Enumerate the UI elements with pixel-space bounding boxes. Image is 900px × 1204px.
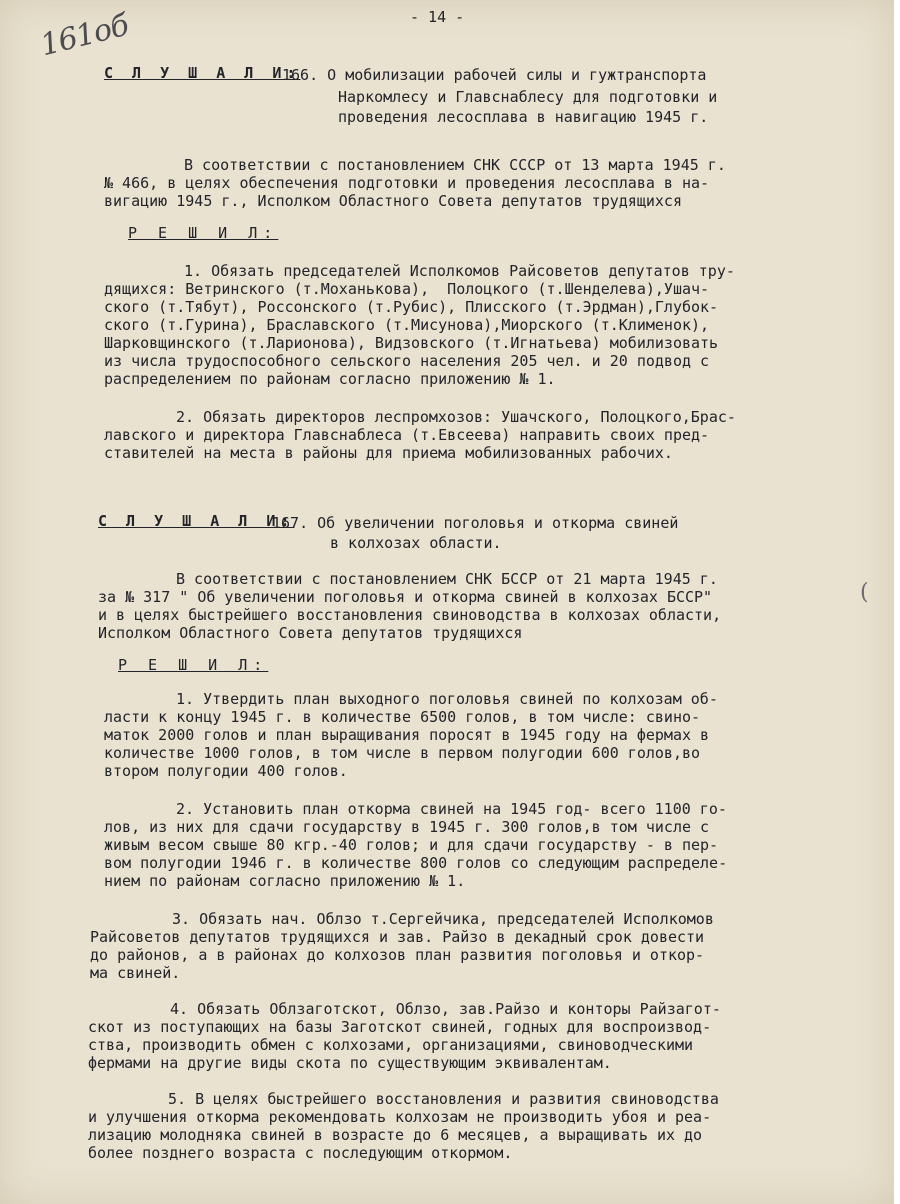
resolution-line: вом полугодии 1946 г. в количестве 800 голов со следующим распределе- — [104, 854, 728, 872]
resolution-line: и улучшения откорма рекомендовать колхозам не производить убоя и реа- — [88, 1108, 712, 1126]
resolution-line: 2. Установить план откорма свиней на 1945 год- всего 1100 го- — [176, 800, 727, 818]
resolution-line: Райсоветов депутатов трудящихся и зав. Райзо в декадный срок довести — [90, 928, 705, 946]
resolution-line: скот из поступающих на базы Заготскот свиней, годных для воспроизвод- — [88, 1018, 712, 1036]
resolution-line: ма свиней. — [90, 964, 181, 982]
resolution-line: лизацию молодняка свиней в возрасте до 6 месяцев, а выращивать их до — [88, 1126, 703, 1144]
agenda-title-line: 166. О мобилизации рабочей силы и гужтранспорта — [282, 66, 707, 84]
preamble-line: В соответствии с постановлением СНК СССР от 13 марта 1945 г. — [184, 156, 726, 174]
agenda-title-line: Наркомлесу и Главснаблесу для подготовки и — [338, 88, 718, 106]
preamble-line: В соответствии с постановлением СНК БССР от 21 марта 1945 г. — [176, 570, 718, 588]
resolution-line: более позднего возраста с последующим откормом. — [88, 1144, 513, 1162]
resolution-line: втором полугодии 400 голов. — [104, 762, 348, 780]
resolution-line: 1. Утвердить план выходного поголовья свиней по колхозам об- — [176, 690, 718, 708]
resolution-line: ского (т.Тябут), Россонского (т.Рубис), Плисского (т.Эрдман),Глубок- — [104, 298, 719, 316]
resolution-line: ставителей на места в районы для приема мобилизованных рабочих. — [104, 444, 673, 462]
resolution-line: 1. Обязать председателей Исполкомов Райсоветов депутатов тру- — [184, 262, 735, 280]
agenda-title-line: 167. Об увеличении поголовья и откорма свиней — [272, 514, 679, 532]
resolution-line: ласти к концу 1945 г. в количестве 6500 голов, в том числе: свино- — [104, 708, 701, 726]
page-number: - 14 - — [410, 8, 465, 26]
heard-label: С Л У Ш А Л И: — [98, 512, 295, 530]
preamble-line: вигацию 1945 г., Исполком Областного Совета депутатов трудящихся — [104, 192, 682, 210]
resolution-line: 5. В целях быстрейшего восстановления и развития свиноводства — [168, 1090, 719, 1108]
resolution-line: Шарковщинского (т.Ларионова), Видзовского (т.Игнатьева) мобилизовать — [104, 334, 719, 352]
resolution-line: ского (т.Гурина), Браславского (т.Мисунова),Миорского (т.Клименок), — [104, 316, 710, 334]
margin-bracket-mark: ( — [860, 580, 869, 605]
resolution-line: 2. Обязать директоров леспромхозов: Ушачского, Полоцкого,Брас- — [176, 408, 736, 426]
preamble-line: и в целях быстрейшего восстановления свиноводства в колхозах области, — [98, 606, 722, 624]
decided-label: Р Е Ш И Л: — [128, 224, 279, 242]
preamble-line: № 466, в целях обеспечения подготовки и проведения лесосплава в на- — [104, 174, 710, 192]
preamble-line: Исполком Областного Совета депутатов трудящихся — [98, 624, 523, 642]
resolution-line: 3. Обязать нач. Облзо т.Сергейчика, председателей Исполкомов — [172, 910, 714, 928]
preamble-line: за № 317 " Об увеличении поголовья и откорма свиней в колхозах БССР" — [98, 588, 713, 606]
agenda-title-line: проведения лесосплава в навигацию 1945 г. — [338, 108, 709, 126]
archive-handwritten-mark: 161об — [37, 7, 132, 64]
resolution-line: маток 2000 голов и план выращивания поросят в 1945 году на фермах в — [104, 726, 710, 744]
resolution-line: нием по районам согласно приложению № 1. — [104, 872, 466, 890]
resolution-line: дящихся: Ветринского (т.Моханькова), Полоцкого (т.Шенделева),Ушач- — [104, 280, 710, 298]
resolution-line: фермами на другие виды скота по существующим эквивалентам. — [88, 1054, 612, 1072]
decided-label: Р Е Ш И Л: — [118, 656, 269, 674]
resolution-line: из числа трудоспособного сельского населения 205 чел. и 20 подвод с — [104, 352, 710, 370]
resolution-line: живым весом свыше 80 кгр.-40 голов; и для сдачи государству - в пер- — [104, 836, 719, 854]
agenda-title-line: в колхозах области. — [330, 534, 502, 552]
resolution-line: распределением по районам согласно приложению № 1. — [104, 370, 556, 388]
resolution-line: до районов, а в районах до колхозов план развития поголовья и откор- — [90, 946, 705, 964]
resolution-line: 4. Обязать Облзаготскот, Облзо, зав.Райзо и конторы Райзагот- — [170, 1000, 721, 1018]
resolution-line: количестве 1000 голов, в том числе в первом полугодии 600 голов,во — [104, 744, 701, 762]
heard-label: С Л У Ш А Л И: — [104, 64, 301, 82]
resolution-line: ства, производить обмен с колхозами, организациями, свиноводческими — [88, 1036, 694, 1054]
resolution-line: лов, из них для сдачи государству в 1945 г. 300 голов,в том числе с — [104, 818, 710, 836]
resolution-line: лавского и директора Главснаблеса (т.Евсеева) направить своих пред- — [104, 426, 710, 444]
